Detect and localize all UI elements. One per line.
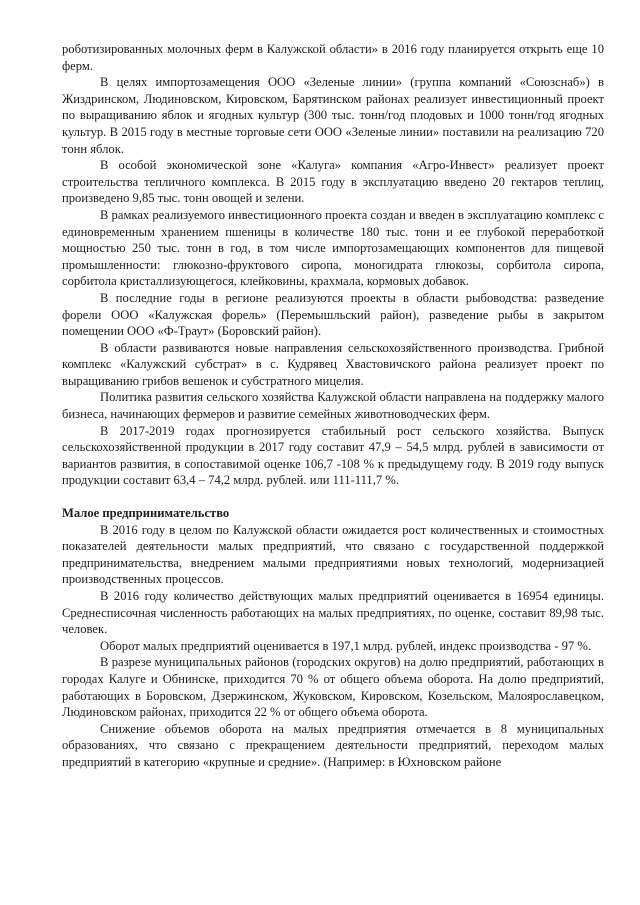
paragraph-forecast: В 2017-2019 годах прогнозируется стабильный рост сельского хозяйства. Выпуск сельскохозяйственной продукции в 2017 году составит 47,9 – 54,5 млрд. рублей в зависимости от вариантов развития, в сопоставимой оценке 106,7 -108 % к предыдущему году. В 2019 году выпуск продукции составит 63,4 – 74,2 млрд. рублей. или 111-111,7 %. — [62, 423, 604, 488]
paragraph-policy: Политика развития сельского хозяйства Калужской области направлена на поддержку малого бизнеса, начинающих фермеров и развитие семейных животноводческих ферм. — [62, 390, 604, 422]
paragraph-small-business-growth: В 2016 году в целом по Калужской области ожидается рост количественных и стоимостных показателей деятельности малых предприятий, что связано с государственной поддержкой предпринимательства, внедрением малыми предприятиями новых технологий, модернизацией производственных процессов. — [62, 522, 604, 587]
paragraph-enterprise-count: В 2016 году количество действующих малых предприятий оценивается в 16954 единицы. Среднесписочная численность работающих на малых предприятиях, по оценке, составит 89,98 тыс. человек. — [62, 589, 604, 637]
paragraph-turnover: Оборот малых предприятий оценивается в 197,1 млрд. рублей, индекс производства - 97 %. — [100, 638, 592, 653]
paragraph-wheat-complex: В рамках реализуемого инвестиционного проекта создан и введен в эксплуатацию комплекс с единовременным хранением пшеницы в количестве 180 тыс. тонн и ее глубокой переработкой мощностью 250 тыс. тонн в год, в том числе импортозамещающих компонентов для пищевой промышленности: глюкозно-фруктового сиропа, моногидрата глюкозы, сорбитола сиропа, сорбитола кристаллизующегося, клейковины, крахмала, кормовых добавок. — [62, 207, 604, 289]
paragraph-turnover-decline: Снижение объемов оборота на малых предприятия отмечается в 8 муниципальных образованиях, что связано с прекращением деятельности предприятий, переходом малых предприятий в категорию «крупные и средние». (Например: в Юхновском районе — [62, 721, 604, 769]
section-heading: Малое предпринимательство — [62, 506, 230, 521]
paragraph-fish-farming: В последние годы в регионе реализуются проекты в области рыбоводства: разведение форели ООО «Калужская форель» (Перемышльский район), разведение рыбы в закрытом помещении ООО «Ф-Траут» (Боровский район). — [62, 290, 604, 339]
paragraph-mushroom-complex: В области развиваются новые направления сельскохозяйственного производства. Грибной комплекс «Калужский субстрат» в с. Кудрявец Хвастовичского района реализует проект по выращиванию грибов вешенок и субстратного мицелия. — [62, 340, 604, 388]
paragraph-municipal-share: В разрезе муниципальных районов (городских округов) на долю предприятий, работающих в городах Калуге и Обнинске, приходится 70 % от общего объема оборота. На долю предприятий, работающих в Боровском, Дзержинском, Жуковском, Кировском, Козельском, Малоярославецком, Людиновском районах, приходится 22 % от общего объема оборота. — [62, 655, 604, 720]
paragraph-continuation: роботизированных молочных ферм в Калужской области» в 2016 году планируется открыть еще 10 ферм. — [62, 42, 604, 73]
paragraph-agro-invest: В особой экономической зоне «Калуга» компания «Агро-Инвест» реализует проект строительства тепличного комплекса. В 2015 году в эксплуатацию введено 20 гектаров теплиц, произведено 9,85 тыс. тонн овощей и зелени. — [62, 158, 604, 206]
paragraph-zelenye-linii: В целях импортозамещения ООО «Зеленые линии» (группа компаний «Союзснаб») в Жиздринском, Людиновском, Кировском, Барятинском районах реализует инвестиционный проект по выращиванию яблок и ягодных культур (300 тыс. тонн/год плодовых и 1000 тонн/год ягодных культур. В 2015 году в местные торговые сети ООО «Зеленые линии» поставили на реализацию 720 тонн яблок. — [62, 75, 604, 156]
